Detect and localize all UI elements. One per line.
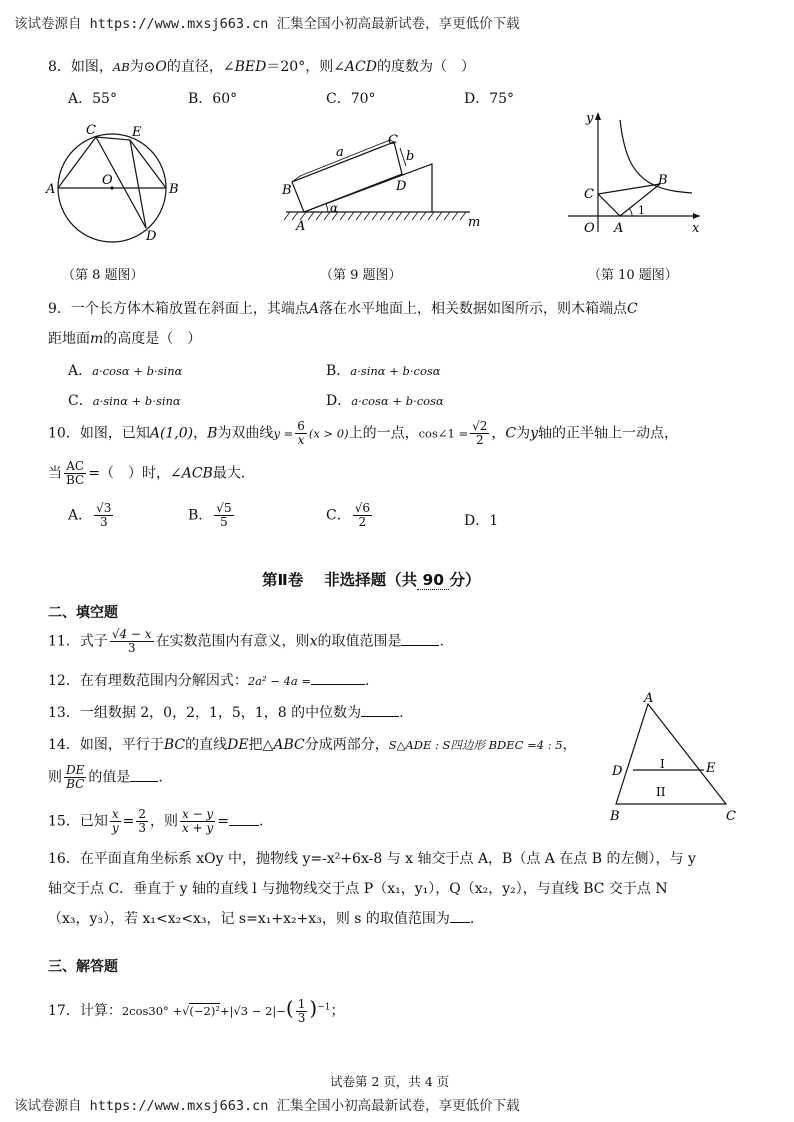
fig9-label-d: D [396,179,407,194]
fig14-label-d: D [612,764,623,779]
question-16-line1: 16．在平面直角坐标系 xOy 中，抛物线 y=-x²+6x-8 与 x 轴交于点 A，B（点 A 在点 B 的左侧），与 y [48,851,696,867]
q10-option-c: C． $\frac{√6}{2}$ [326,501,370,529]
question-10-stem-line2: 当 $\frac{AC}{BC}$ =（ ）时，∠ACB最大． [48,459,255,487]
page-header: 该试卷源自 https://www.mxsj663.cn 汇集全国小初高最新试卷，享更低价下载 [14,16,520,32]
q9-option-a: A．a·cosα + b·sinα [68,363,183,379]
question-14-line2: 则 $\frac{DE}{BC}$ 的值是 . [48,763,163,791]
section-fill-in-heading: 二、填空题 [48,605,118,621]
q9-option-d: D．a·cosα + b·cosα [326,393,444,409]
fig8-label-a: A [46,182,56,197]
page-footer: 该试卷源自 https://www.mxsj663.cn 汇集全国小初高最新试卷，享更低价下载 [14,1098,520,1114]
q9-option-b: B．a·sinα + b·cosα [326,363,441,379]
q8-option-d: D．75° [464,91,515,107]
figure-14-triangle [604,692,744,824]
fig10-label-a: A [614,221,624,236]
q15-answer-blank [229,813,259,826]
fig14-label-region-2: II [656,785,666,799]
question-16-line3: （x₃，y₃），若 x₁<x₂<x₃，记 s=x₁+x₂+x₃，则 s 的取值范围为 . [48,911,475,927]
figure-8-circle [40,118,190,246]
fig10-label-angle-1: 1 [638,204,645,217]
caption-figure-8: （第 8 题图） [62,268,144,283]
caption-figure-10: （第 10 题图） [588,268,678,283]
fig8-label-c: C [86,123,96,138]
figure-10-hyperbola [560,104,710,238]
fig9-label-b: b [406,149,415,164]
q9-option-c: C．a·sinα + b·sinα [68,393,181,409]
q12-answer-blank [311,672,365,685]
question-8-stem: 8．如图，AB为⊙O的直径，∠BED＝20°，则∠ACD的度数为（ ） [48,59,475,75]
fig10-label-y: y [586,111,594,126]
question-9-stem-line2: 距地面m的高度是（ ） [48,331,202,347]
fig9-label-c: C [388,133,398,148]
q8-option-c: C．70° [326,91,376,107]
fig9-label-a-vertex: A [296,219,306,234]
fig8-label-o: O [102,173,113,188]
fig14-label-b: B [610,809,620,824]
section-solutions-heading: 三、解答题 [48,959,118,975]
fig8-label-d: D [146,229,157,244]
q10-option-d: D．1 [464,513,499,529]
fig10-label-c: C [584,187,594,202]
fig14-label-e: E [706,761,716,776]
fig14-label-a: A [644,692,654,706]
fig14-label-c: C [726,809,736,824]
q11-answer-blank [401,633,439,646]
fig9-label-alpha: α [330,201,339,215]
q8-option-a: A．55° [68,91,117,107]
question-15: 15．已知 $\frac{x}{y}$ = $\frac{2}{3}$ ，则 $\frac{x - y}{x + y}$ = . [48,807,264,835]
caption-figure-9: （第 9 题图） [320,268,402,283]
fig14-label-region-1: I [660,757,665,771]
q10-option-b: B． $\frac{√5}{5}$ [188,501,232,529]
fig10-label-b: B [658,173,668,188]
question-12: 12．在有理数范围内分解因式：2a² − 4a = . [48,673,370,689]
question-16-line2: 轴交于点 C．垂直于 y 轴的直线 l 与抛物线交于点 P（x₁，y₁），Q（x₂，y₂），与直线 BC 交于点 N [48,881,668,897]
fig9-label-b-vertex: B [282,183,292,198]
q8-option-b: B．60° [188,91,238,107]
question-17: 17．计算：2cos30° +√(−2)²+|√3 − 2|−( $\frac{1}{3}$ )$^{-1}$； [48,996,345,1025]
fig10-label-x: x [692,221,700,236]
q10-option-a: A． $\frac{√3}{3}$ [68,501,112,529]
figure-9-box-on-slope [278,128,488,236]
question-14-line1: 14．如图，平行于BC的直线DE把△ABC分成两部分，S△ADE : S四边形 BDEC =4 : 5， [48,737,577,753]
part-2-title: 第Ⅱ卷 非选择题（共 90 分） [262,571,481,589]
q14-answer-blank [130,769,158,782]
fig10-label-o: O [584,221,595,236]
page-number: 试卷第 2 页，共 4 页 [330,1074,450,1089]
q16-answer-blank [450,910,470,923]
question-11: 11．式子 $\frac{√4 - x}{3}$ 在实数范围内有意义，则x的取值范围是 . [48,627,444,655]
fig9-label-m: m [468,215,481,230]
fig8-label-e: E [132,125,142,140]
question-13: 13．一组数据 2，0，2，1，5，1，8 的中位数为 . [48,705,404,721]
fig9-label-a: a [336,145,344,160]
fig8-label-b: B [169,182,179,197]
question-10-stem-line1: 10．如图，已知A(1,0)，B为双曲线y = $\frac{6}{x}$ (x > 0)上的一点，cos∠1 = $\frac{√2}{2}$ ，C为y轴的正半轴上一动点， [48,419,679,447]
question-9-stem-line1: 9．一个长方体木箱放置在斜面上，其端点A落在水平地面上，相关数据如图所示，则木箱端点C [48,301,638,317]
q13-answer-blank [361,704,399,717]
